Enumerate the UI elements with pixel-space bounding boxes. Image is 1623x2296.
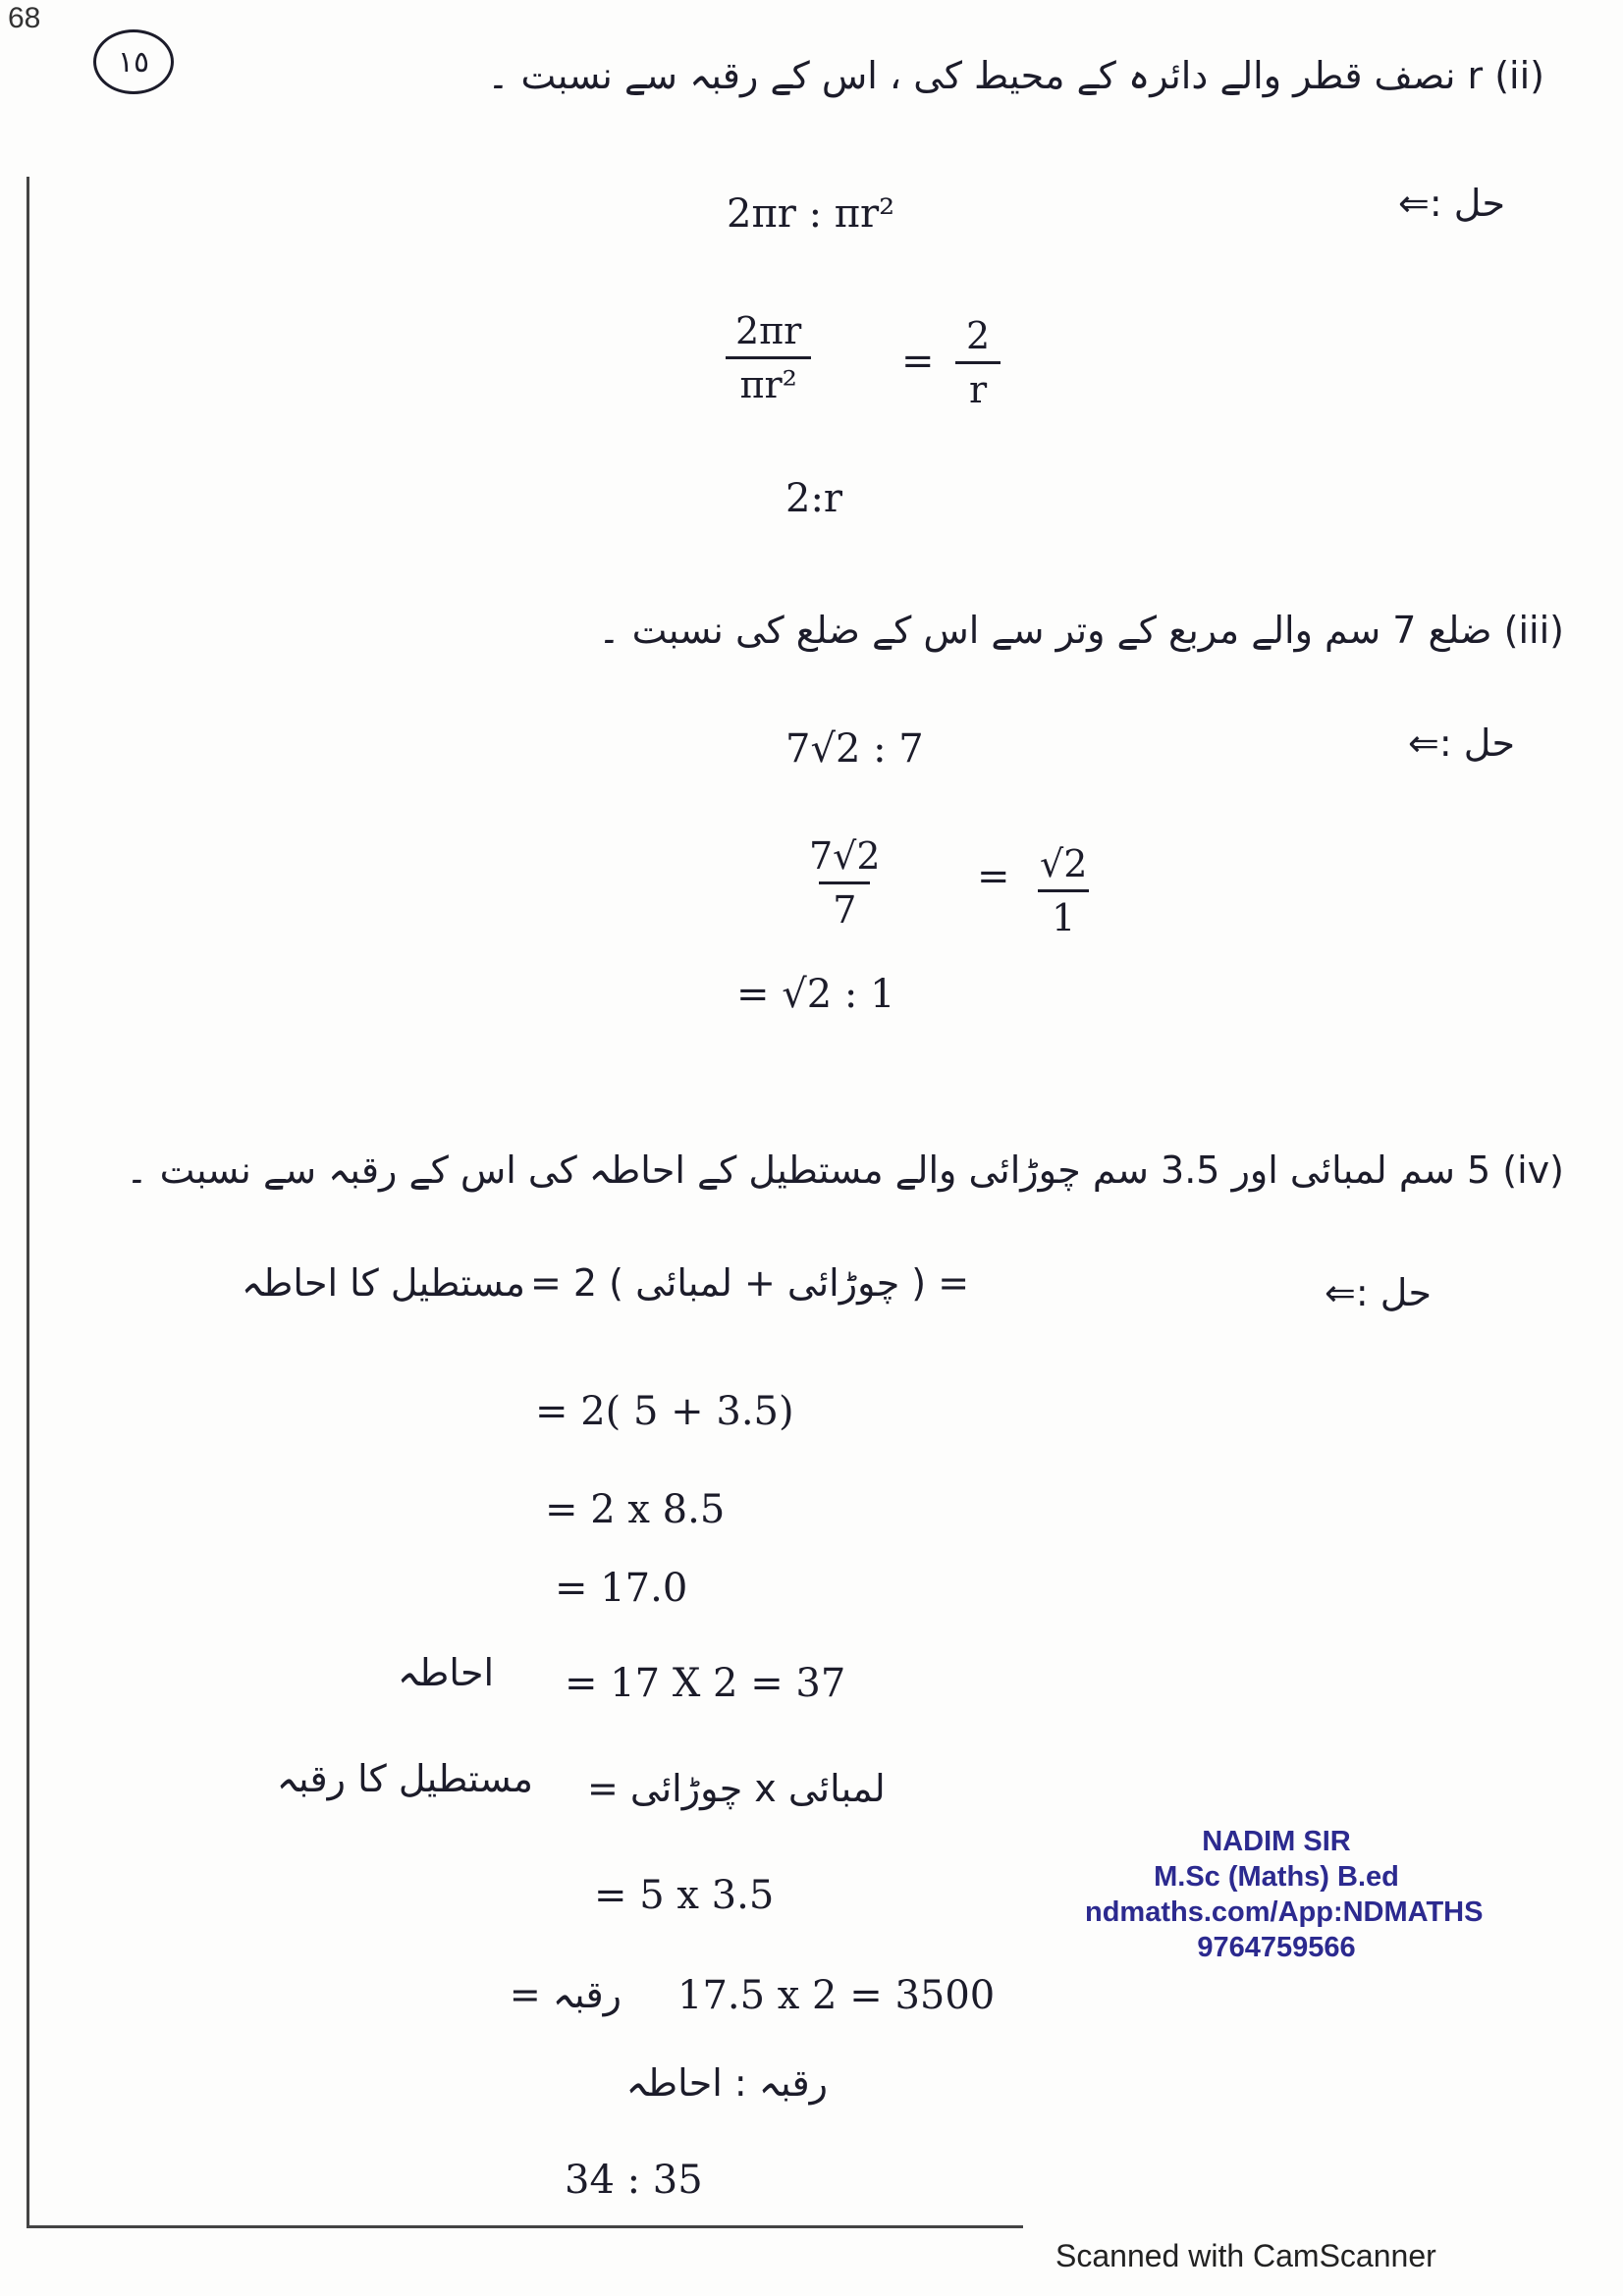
- q4-ratio-words: رقبہ : احاطہ: [625, 2061, 828, 2105]
- q2-solution-label: حل :⇐: [1398, 182, 1505, 225]
- q3-statement: (iii) ضلع 7 سم والے مربع کے وتر سے اس کے ضلع کی نسبت ۔: [598, 609, 1564, 652]
- q4-area-formula: = چوڑائی x لمبائی: [587, 1767, 886, 1810]
- q2-fraction: [722, 309, 815, 406]
- question-number-badge: ١٥: [93, 29, 174, 94]
- page-number: 68: [8, 2, 41, 34]
- watermark-degree: M.Sc (Maths) B.ed: [1154, 1861, 1399, 1893]
- q4-step-2: = 2 x 8.5: [545, 1487, 726, 1532]
- q3-result-fraction: [1026, 842, 1101, 939]
- margin-line: [27, 177, 29, 2228]
- q3-fraction-denominator: 7: [819, 881, 870, 932]
- q4-area-label: مستطیل کا رقبہ: [276, 1757, 533, 1800]
- q4-perimeter-word: احاطہ: [397, 1651, 494, 1694]
- q4-area-word: رقبہ =: [509, 1973, 622, 2016]
- bottom-rule: [27, 2225, 1023, 2228]
- q2-result-denominator: r: [955, 361, 1001, 411]
- q4-final-answer: 34 : 35: [565, 2158, 703, 2203]
- q4-solution-label: حل :⇐: [1325, 1271, 1432, 1314]
- q3-equals: =: [977, 854, 1010, 899]
- q3-fraction: [795, 834, 894, 932]
- q3-ratio: 7√2 : 7: [785, 726, 924, 772]
- q4-perimeter-label: مستطیل کا احاطہ: [241, 1261, 525, 1305]
- q2-result-fraction: [952, 314, 1003, 411]
- q2-fraction-denominator: πr²: [726, 356, 810, 406]
- watermark-name: NADIM SIR: [1202, 1826, 1351, 1857]
- watermark-site: ndmaths.com/App:NDMATHS: [1085, 1896, 1484, 1928]
- q3-answer: = √2 : 1: [736, 972, 895, 1017]
- q2-statement: (ii) r نصف قطر والے دائرہ کے محیط کی ، اس کے رقبہ سے نسبت ۔: [487, 54, 1544, 97]
- scanner-footer: Scanned with CamScanner: [1055, 2238, 1436, 2273]
- q4-step-3: = 17.0: [555, 1566, 688, 1611]
- q3-result-numerator: √2: [1040, 842, 1088, 885]
- q3-solution-label: حل :⇐: [1408, 721, 1515, 765]
- q3-result-denominator: 1: [1038, 889, 1089, 939]
- q2-equals: =: [901, 339, 935, 384]
- q4-step-4: = 17 X 2 = 37: [565, 1661, 846, 1706]
- watermark-phone: 9764759566: [1197, 1932, 1356, 1963]
- q4-step-1: = 2( 5 + 3.5): [535, 1389, 794, 1434]
- q4-perimeter-formula: = 2 ( چوڑائی + لمبائی ) =: [530, 1261, 970, 1305]
- q2-fraction-numerator: 2πr: [735, 309, 802, 352]
- q3-fraction-numerator: 7√2: [809, 834, 881, 878]
- q2-result-numerator: 2: [966, 314, 991, 357]
- author-watermark: [1085, 1824, 1484, 1965]
- q2-ratio: 2πr : πr²: [727, 191, 895, 237]
- q4-statement: (iv) 5 سم لمبائی اور 3.5 سم چوڑائی والے مستطیل کے احاطہ کی اس کے رقبہ سے نسبت ۔: [126, 1148, 1564, 1192]
- q2-answer: 2:r: [785, 476, 843, 521]
- q4-step-6: 17.5 x 2 = 3500: [677, 1973, 996, 2018]
- q4-step-5: = 5 x 3.5: [594, 1873, 775, 1918]
